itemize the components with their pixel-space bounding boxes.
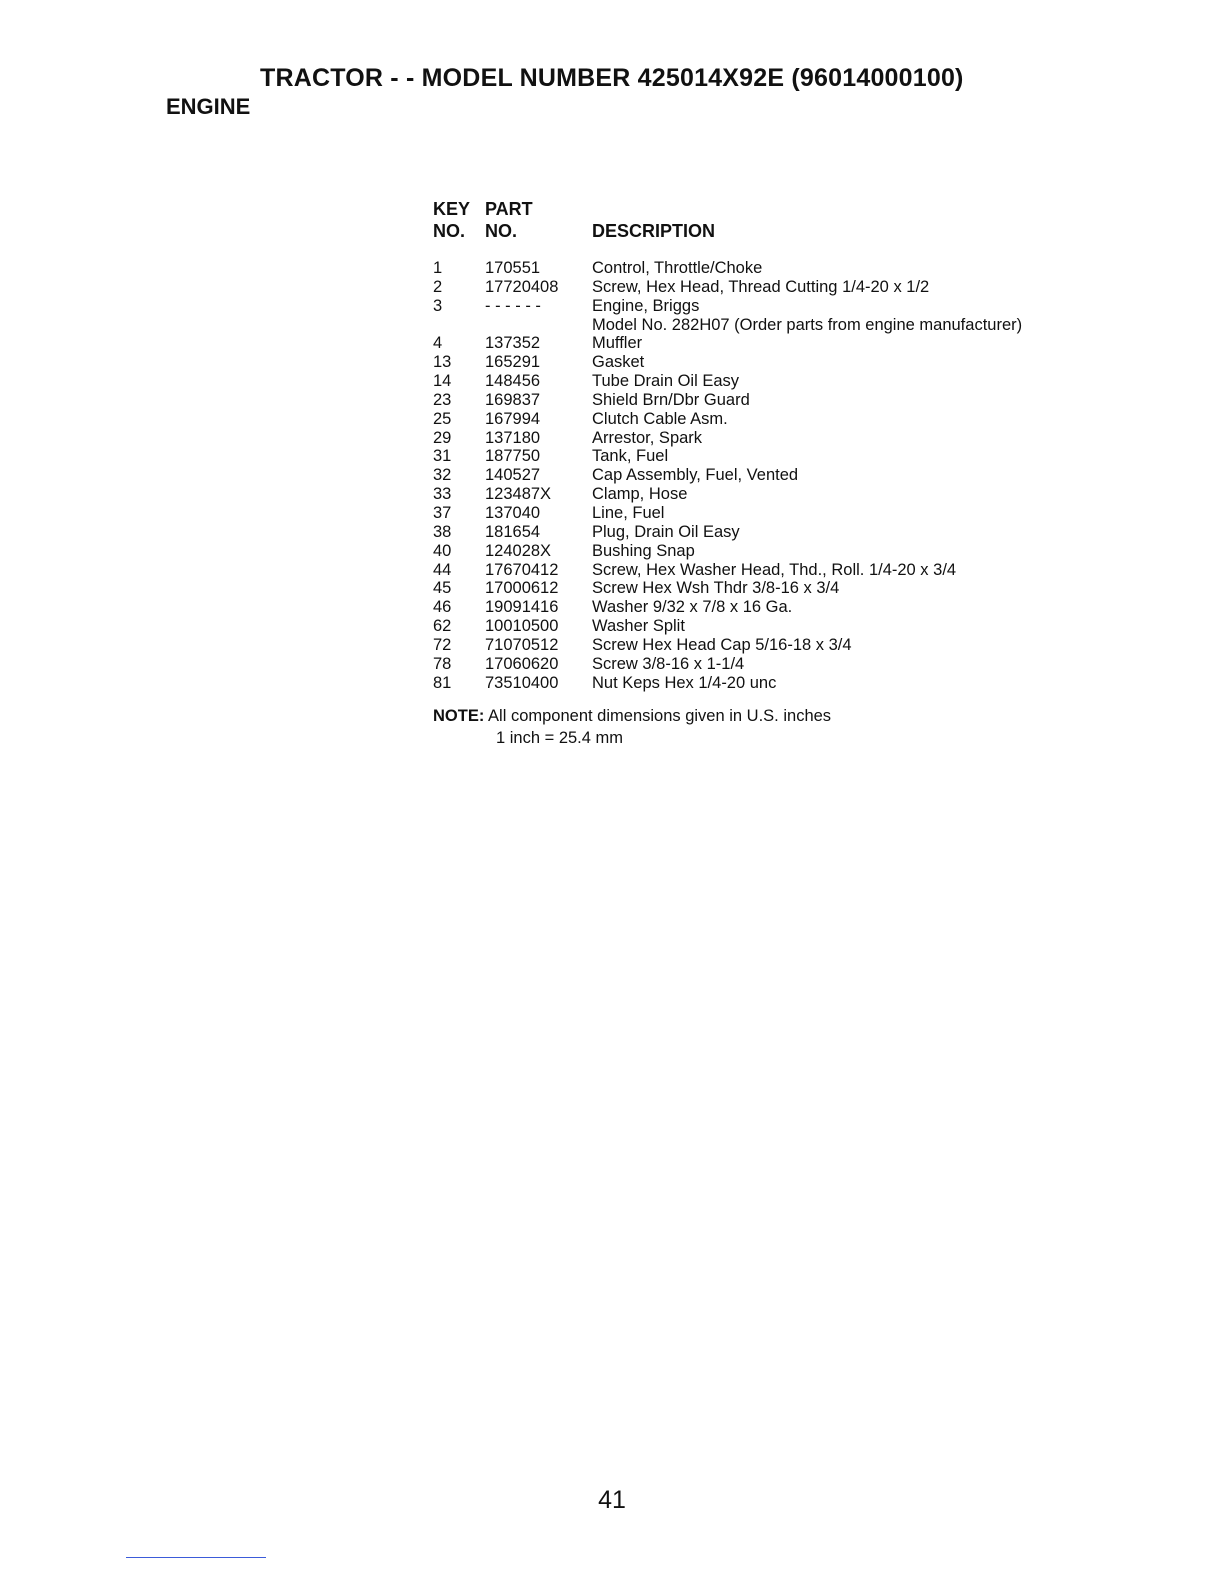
footer-rule <box>126 1557 266 1558</box>
description: Screw, Hex Head, Thread Cutting 1/4-20 x 1/2 <box>592 277 930 296</box>
table-row <box>433 278 1133 297</box>
part-no: 123487X <box>485 485 552 504</box>
table-row <box>433 617 1133 636</box>
part-no: 165291 <box>485 353 541 372</box>
part-no: 170551 <box>485 259 541 277</box>
key-no: 14 <box>433 372 452 391</box>
parts-list-header <box>433 199 1133 259</box>
note <box>433 707 831 726</box>
description: Tank, Fuel <box>592 447 669 466</box>
part-no: 17720408 <box>485 277 559 296</box>
table-row <box>433 579 1133 598</box>
table-row <box>433 466 1133 485</box>
key-no: 45 <box>433 579 452 598</box>
table-row <box>433 429 1133 448</box>
part-no: 137040 <box>485 503 541 522</box>
description: Control, Throttle/Choke <box>592 259 763 277</box>
part-no: 19091416 <box>485 598 559 617</box>
parts-list-rows <box>433 259 1133 692</box>
key-no: 32 <box>433 466 452 485</box>
page-number: 41 <box>598 1486 626 1514</box>
part-no: - - - - - - <box>485 296 541 315</box>
part-no: 71070512 <box>485 635 559 654</box>
part-no: 17000612 <box>485 579 559 598</box>
description: Plug, Drain Oil Easy <box>592 522 740 541</box>
key-no: 78 <box>433 654 452 673</box>
description: Bushing Snap <box>592 541 695 560</box>
description: Line, Fuel <box>592 503 665 522</box>
description: Washer 9/32 x 7/8 x 16 Ga. <box>592 598 793 617</box>
part-no: 137180 <box>485 428 541 447</box>
description: Engine, Briggs <box>592 296 700 315</box>
part-no: 181654 <box>485 522 541 541</box>
page-title: TRACTOR - - MODEL NUMBER 425014X92E (96014000100) <box>260 64 964 92</box>
table-row <box>433 334 1133 353</box>
key-no: 33 <box>433 485 452 504</box>
description: Clutch Cable Asm. <box>592 409 728 428</box>
header-part-line1: PART <box>485 199 533 219</box>
part-no: 73510400 <box>485 673 559 692</box>
part-no: 124028X <box>485 541 552 560</box>
description: Shield Brn/Dbr Guard <box>592 390 750 409</box>
key-no: 81 <box>433 673 452 692</box>
key-no: 4 <box>433 334 443 353</box>
note-line1: All component dimensions given in U.S. inches <box>488 707 832 725</box>
description: Washer Split <box>592 617 685 636</box>
key-no: 2 <box>433 277 443 296</box>
part-no: 167994 <box>485 409 541 428</box>
header-description: DESCRIPTION <box>592 221 716 241</box>
description: Nut Keps Hex 1/4-20 unc <box>592 673 777 692</box>
key-no: 46 <box>433 598 452 617</box>
key-no: 29 <box>433 428 452 447</box>
description: Gasket <box>592 353 645 372</box>
description: Clamp, Hose <box>592 485 688 504</box>
description: Model No. 282H07 (Order parts from engine manufacturer) <box>592 315 1023 334</box>
header-key-line1: KEY <box>433 199 471 219</box>
key-no: 38 <box>433 522 452 541</box>
table-row <box>433 410 1133 429</box>
description: Tube Drain Oil Easy <box>592 372 740 391</box>
description: Muffler <box>592 334 643 353</box>
table-row <box>433 523 1133 542</box>
description: Cap Assembly, Fuel, Vented <box>592 466 799 485</box>
key-no: 1 <box>433 259 443 277</box>
key-no: 37 <box>433 503 452 522</box>
part-no: 140527 <box>485 466 541 485</box>
table-row <box>433 674 1133 693</box>
part-no: 169837 <box>485 390 541 409</box>
description: Screw, Hex Washer Head, Thd., Roll. 1/4-20 x 3/4 <box>592 560 957 579</box>
part-no: 10010500 <box>485 617 559 636</box>
table-row <box>433 485 1133 504</box>
table-row <box>433 259 1133 278</box>
part-no: 187750 <box>485 447 541 466</box>
table-row <box>433 447 1133 466</box>
table-row <box>433 504 1133 523</box>
key-no: 31 <box>433 447 452 466</box>
part-no: 17060620 <box>485 654 559 673</box>
section-title: ENGINE <box>166 94 251 119</box>
header-key-line2: NO. <box>433 221 466 241</box>
key-no: 25 <box>433 409 452 428</box>
note-line2: 1 inch = 25.4 mm <box>496 729 624 747</box>
key-no: 62 <box>433 617 452 636</box>
key-no: 40 <box>433 541 452 560</box>
part-no: 17670412 <box>485 560 559 579</box>
header-part-line2: NO. <box>485 221 518 241</box>
table-row <box>433 542 1133 561</box>
part-no: 148456 <box>485 372 541 391</box>
table-row <box>433 636 1133 655</box>
table-row <box>433 353 1133 372</box>
table-row <box>433 598 1133 617</box>
table-row <box>433 297 1133 316</box>
description: Arrestor, Spark <box>592 428 703 447</box>
table-row <box>433 561 1133 580</box>
note-label: NOTE: <box>433 707 485 725</box>
key-no: 13 <box>433 353 452 372</box>
key-no: 72 <box>433 635 452 654</box>
key-no: 3 <box>433 296 443 315</box>
description: Screw Hex Head Cap 5/16-18 x 3/4 <box>592 635 852 654</box>
table-row <box>433 372 1133 391</box>
key-no: 44 <box>433 560 452 579</box>
table-row <box>433 391 1133 410</box>
table-row <box>433 316 1133 335</box>
description: Screw Hex Wsh Thdr 3/8-16 x 3/4 <box>592 579 840 598</box>
parts-list <box>433 199 1133 692</box>
key-no: 23 <box>433 390 452 409</box>
description: Screw 3/8-16 x 1-1/4 <box>592 654 745 673</box>
table-row <box>433 655 1133 674</box>
part-no: 137352 <box>485 334 541 353</box>
